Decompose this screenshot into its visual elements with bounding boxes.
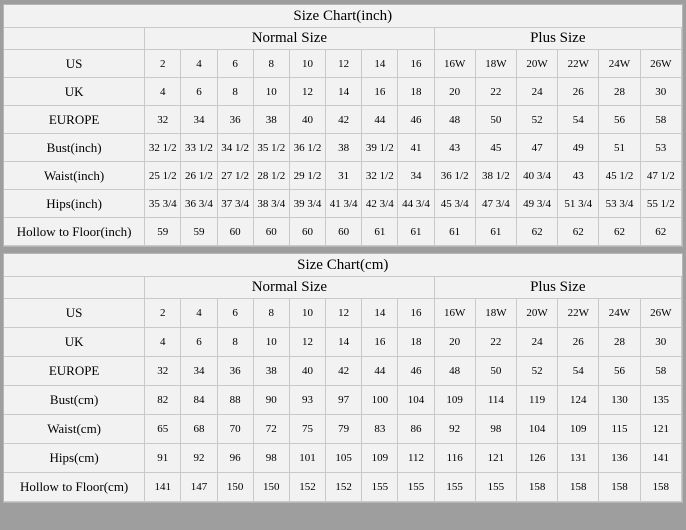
cell: 14 [362, 50, 398, 78]
row-label: UK [4, 78, 145, 106]
cell: 36 [217, 106, 253, 134]
group-header-normal: Normal Size [145, 28, 434, 50]
cell: 24 [516, 78, 557, 106]
cell: 158 [599, 473, 640, 502]
cell: 155 [434, 473, 475, 502]
size-chart-inch [3, 4, 683, 247]
cell: 22 [475, 328, 516, 357]
cell: 34 [398, 162, 434, 190]
cell: 24W [599, 50, 640, 78]
table-row [4, 328, 682, 357]
cell: 83 [362, 415, 398, 444]
cell: 44 [362, 106, 398, 134]
cell: 62 [599, 218, 640, 246]
cell: 86 [398, 415, 434, 444]
cell: 152 [289, 473, 325, 502]
cell: 121 [475, 444, 516, 473]
cell: 61 [475, 218, 516, 246]
cell: 31 [326, 162, 362, 190]
cell: 52 [516, 106, 557, 134]
table-row [4, 473, 682, 502]
size-chart-cm [3, 253, 683, 503]
cell: 54 [558, 357, 599, 386]
cell: 50 [475, 106, 516, 134]
table-row [4, 50, 682, 78]
cell: 97 [326, 386, 362, 415]
cell: 18 [398, 328, 434, 357]
cell: 18W [475, 50, 516, 78]
table-row [4, 218, 682, 246]
cell: 82 [145, 386, 181, 415]
cell: 39 1/2 [362, 134, 398, 162]
cell: 51 3/4 [558, 190, 599, 218]
group-header-row [4, 28, 682, 50]
table-row [4, 444, 682, 473]
cell: 126 [516, 444, 557, 473]
cell: 26W [640, 50, 681, 78]
cell: 47 [516, 134, 557, 162]
cell: 91 [145, 444, 181, 473]
cell: 104 [516, 415, 557, 444]
size-chart-inch-table [4, 5, 682, 246]
cell: 41 [398, 134, 434, 162]
cell: 16W [434, 50, 475, 78]
cell: 155 [362, 473, 398, 502]
table-row [4, 299, 682, 328]
cell: 12 [289, 78, 325, 106]
cell: 36 3/4 [181, 190, 217, 218]
cell: 38 [326, 134, 362, 162]
cell: 2 [145, 50, 181, 78]
cell: 38 [253, 357, 289, 386]
cell: 14 [326, 328, 362, 357]
cell: 38 3/4 [253, 190, 289, 218]
cell: 32 [145, 357, 181, 386]
row-label: Waist(inch) [4, 162, 145, 190]
cell: 141 [640, 444, 681, 473]
row-label: US [4, 299, 145, 328]
cell: 43 [558, 162, 599, 190]
cell: 135 [640, 386, 681, 415]
cell: 45 3/4 [434, 190, 475, 218]
cell: 114 [475, 386, 516, 415]
cell: 8 [217, 78, 253, 106]
cell: 109 [362, 444, 398, 473]
table-row [4, 357, 682, 386]
group-header-plus: Plus Size [434, 28, 681, 50]
cell: 130 [599, 386, 640, 415]
cell: 42 [326, 357, 362, 386]
cell: 12 [326, 50, 362, 78]
cell: 20 [434, 328, 475, 357]
cell: 119 [516, 386, 557, 415]
cell: 42 3/4 [362, 190, 398, 218]
group-header-blank [4, 277, 145, 299]
cell: 10 [253, 328, 289, 357]
cell: 44 3/4 [398, 190, 434, 218]
cell: 158 [640, 473, 681, 502]
cell: 34 1/2 [217, 134, 253, 162]
cell: 36 [217, 357, 253, 386]
cell: 93 [289, 386, 325, 415]
table-row [4, 106, 682, 134]
cell: 155 [398, 473, 434, 502]
cell: 49 3/4 [516, 190, 557, 218]
cell: 55 1/2 [640, 190, 681, 218]
cell: 62 [558, 218, 599, 246]
cell: 150 [253, 473, 289, 502]
cell: 18 [398, 78, 434, 106]
cell: 4 [181, 299, 217, 328]
cell: 22W [558, 299, 599, 328]
cell: 45 1/2 [599, 162, 640, 190]
cell: 14 [326, 78, 362, 106]
row-label: Hollow to Floor(inch) [4, 218, 145, 246]
cell: 60 [217, 218, 253, 246]
cell: 8 [253, 50, 289, 78]
cell: 59 [145, 218, 181, 246]
cell: 58 [640, 357, 681, 386]
cell: 52 [516, 357, 557, 386]
cell: 92 [434, 415, 475, 444]
cell: 28 [599, 78, 640, 106]
cell: 29 1/2 [289, 162, 325, 190]
cell: 12 [326, 299, 362, 328]
cell: 152 [326, 473, 362, 502]
cell: 44 [362, 357, 398, 386]
row-label: Bust(cm) [4, 386, 145, 415]
cell: 48 [434, 357, 475, 386]
cell: 26 [558, 78, 599, 106]
cell: 98 [253, 444, 289, 473]
cell: 158 [558, 473, 599, 502]
cell: 16 [398, 299, 434, 328]
row-label: Bust(inch) [4, 134, 145, 162]
cell: 38 [253, 106, 289, 134]
cell: 30 [640, 328, 681, 357]
cell: 58 [640, 106, 681, 134]
cell: 16 [398, 50, 434, 78]
cell: 98 [475, 415, 516, 444]
cell: 40 [289, 357, 325, 386]
cell: 72 [253, 415, 289, 444]
cell: 92 [181, 444, 217, 473]
row-label: UK [4, 328, 145, 357]
cell: 26 [558, 328, 599, 357]
cell: 47 1/2 [640, 162, 681, 190]
cell: 18W [475, 299, 516, 328]
cell: 104 [398, 386, 434, 415]
cell: 30 [640, 78, 681, 106]
chart-title: Size Chart(inch) [4, 5, 682, 28]
cell: 59 [181, 218, 217, 246]
cell: 26 1/2 [181, 162, 217, 190]
cell: 16W [434, 299, 475, 328]
cell: 8 [253, 299, 289, 328]
cell: 4 [145, 78, 181, 106]
cell: 8 [217, 328, 253, 357]
cell: 24 [516, 328, 557, 357]
cell: 60 [289, 218, 325, 246]
cell: 32 1/2 [362, 162, 398, 190]
cell: 20W [516, 299, 557, 328]
cell: 147 [181, 473, 217, 502]
cell: 62 [640, 218, 681, 246]
cell: 68 [181, 415, 217, 444]
cell: 115 [599, 415, 640, 444]
cell: 60 [326, 218, 362, 246]
cell: 79 [326, 415, 362, 444]
cell: 75 [289, 415, 325, 444]
row-label: Waist(cm) [4, 415, 145, 444]
cell: 45 [475, 134, 516, 162]
cell: 48 [434, 106, 475, 134]
table-row [4, 415, 682, 444]
size-chart-cm-table [4, 254, 682, 502]
cell: 34 [181, 106, 217, 134]
cell: 28 [599, 328, 640, 357]
group-header-blank [4, 28, 145, 50]
cell: 61 [362, 218, 398, 246]
cell: 10 [289, 50, 325, 78]
cell: 131 [558, 444, 599, 473]
cell: 46 [398, 106, 434, 134]
row-label: US [4, 50, 145, 78]
cell: 26W [640, 299, 681, 328]
cell: 6 [217, 50, 253, 78]
cell: 22 [475, 78, 516, 106]
cell: 121 [640, 415, 681, 444]
cell: 35 3/4 [145, 190, 181, 218]
table-row [4, 386, 682, 415]
cell: 22W [558, 50, 599, 78]
cell: 112 [398, 444, 434, 473]
cell: 116 [434, 444, 475, 473]
cell: 2 [145, 299, 181, 328]
cell: 53 [640, 134, 681, 162]
cell: 47 3/4 [475, 190, 516, 218]
group-header-plus: Plus Size [434, 277, 681, 299]
row-label: Hollow to Floor(cm) [4, 473, 145, 502]
cell: 49 [558, 134, 599, 162]
cell: 6 [217, 299, 253, 328]
cell: 90 [253, 386, 289, 415]
cell: 65 [145, 415, 181, 444]
cell: 158 [516, 473, 557, 502]
cell: 54 [558, 106, 599, 134]
cell: 88 [217, 386, 253, 415]
cell: 56 [599, 106, 640, 134]
cell: 53 3/4 [599, 190, 640, 218]
cell: 36 1/2 [289, 134, 325, 162]
cell: 109 [434, 386, 475, 415]
cell: 100 [362, 386, 398, 415]
cell: 40 [289, 106, 325, 134]
cell: 35 1/2 [253, 134, 289, 162]
cell: 43 [434, 134, 475, 162]
cell: 16 [362, 78, 398, 106]
cell: 150 [217, 473, 253, 502]
cell: 101 [289, 444, 325, 473]
cell: 20W [516, 50, 557, 78]
cell: 62 [516, 218, 557, 246]
chart-title: Size Chart(cm) [4, 254, 682, 277]
cell: 4 [181, 50, 217, 78]
cell: 25 1/2 [145, 162, 181, 190]
table-row [4, 78, 682, 106]
cell: 60 [253, 218, 289, 246]
cell: 61 [398, 218, 434, 246]
cell: 155 [475, 473, 516, 502]
cell: 56 [599, 357, 640, 386]
cell: 96 [217, 444, 253, 473]
cell: 16 [362, 328, 398, 357]
row-label: EUROPE [4, 106, 145, 134]
cell: 42 [326, 106, 362, 134]
cell: 14 [362, 299, 398, 328]
cell: 61 [434, 218, 475, 246]
cell: 41 3/4 [326, 190, 362, 218]
cell: 27 1/2 [217, 162, 253, 190]
cell: 10 [253, 78, 289, 106]
cell: 70 [217, 415, 253, 444]
cell: 50 [475, 357, 516, 386]
table-row [4, 162, 682, 190]
cell: 28 1/2 [253, 162, 289, 190]
cell: 32 1/2 [145, 134, 181, 162]
cell: 34 [181, 357, 217, 386]
cell: 39 3/4 [289, 190, 325, 218]
cell: 24W [599, 299, 640, 328]
table-row [4, 190, 682, 218]
cell: 40 3/4 [516, 162, 557, 190]
cell: 20 [434, 78, 475, 106]
cell: 4 [145, 328, 181, 357]
row-label: EUROPE [4, 357, 145, 386]
row-label: Hips(cm) [4, 444, 145, 473]
group-header-row [4, 277, 682, 299]
cell: 33 1/2 [181, 134, 217, 162]
cell: 136 [599, 444, 640, 473]
cell: 38 1/2 [475, 162, 516, 190]
cell: 84 [181, 386, 217, 415]
cell: 6 [181, 328, 217, 357]
cell: 37 3/4 [217, 190, 253, 218]
cell: 10 [289, 299, 325, 328]
group-header-normal: Normal Size [145, 277, 434, 299]
chart-title-row [4, 5, 682, 28]
cell: 109 [558, 415, 599, 444]
cell: 12 [289, 328, 325, 357]
row-label: Hips(inch) [4, 190, 145, 218]
cell: 32 [145, 106, 181, 134]
cell: 141 [145, 473, 181, 502]
chart-title-row [4, 254, 682, 277]
cell: 124 [558, 386, 599, 415]
cell: 36 1/2 [434, 162, 475, 190]
cell: 46 [398, 357, 434, 386]
cell: 105 [326, 444, 362, 473]
table-row [4, 134, 682, 162]
cell: 51 [599, 134, 640, 162]
cell: 6 [181, 78, 217, 106]
